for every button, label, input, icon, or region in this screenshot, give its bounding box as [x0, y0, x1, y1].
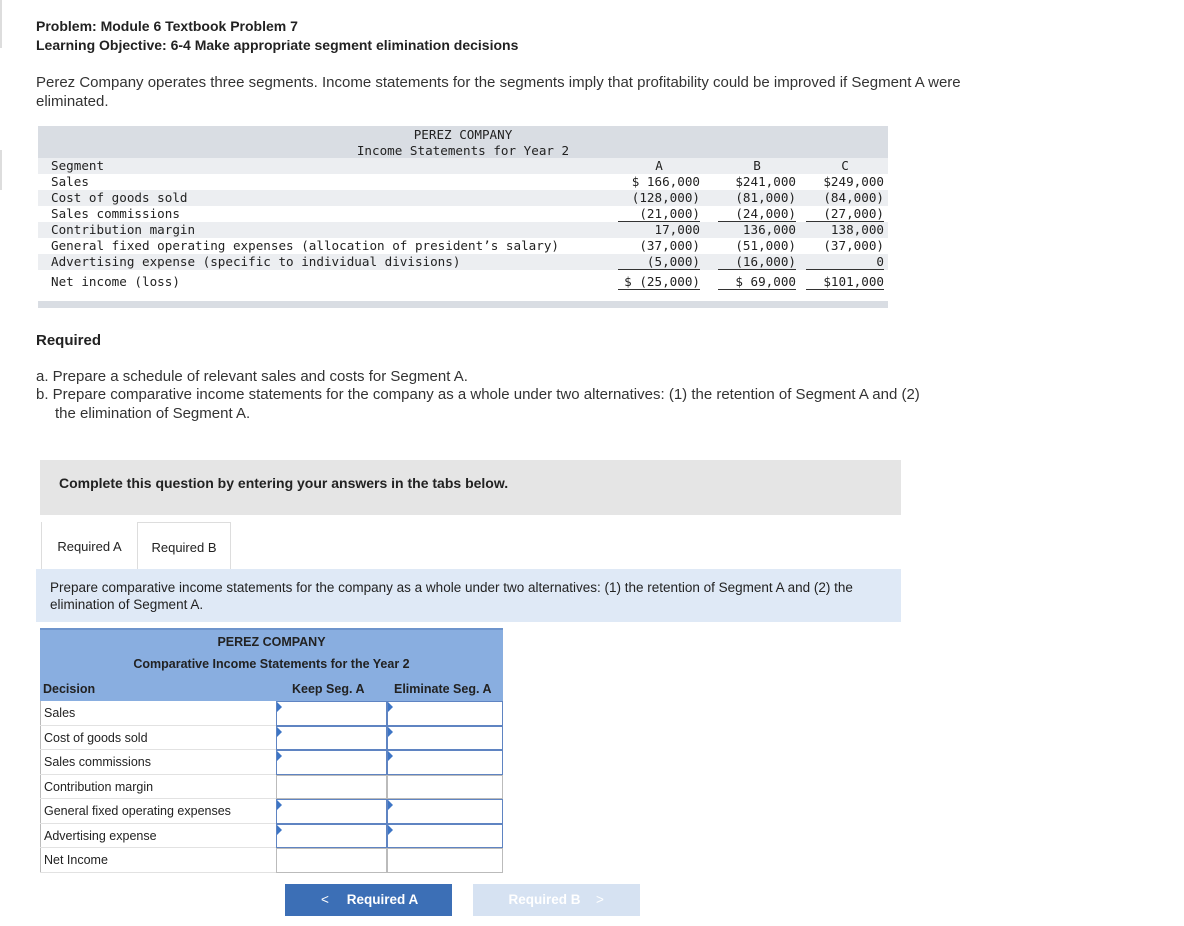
required-b-line1: b. Prepare comparative income statements for the company as a whole under two alternatives: (1) the retention of Segment A and (2)	[36, 386, 920, 403]
value-b: (81,000)	[735, 190, 796, 205]
intro-text: Perez Company operates three segments. Income statements for the segments imply that profitability could be improved if Segment A were eliminated.	[36, 74, 961, 110]
eliminate-sales-input[interactable]	[387, 701, 503, 726]
value-c: (27,000)	[806, 206, 884, 222]
prev-button-label: Required A	[346, 892, 419, 907]
row-label: Cost of goods sold	[44, 730, 148, 745]
statement-row	[38, 254, 888, 270]
keep-net-income-cell	[276, 848, 387, 873]
keep-fixed-input[interactable]	[276, 799, 387, 824]
col-header-a: A	[655, 158, 663, 173]
left-edge-bar	[0, 150, 2, 190]
complete-banner-text: Complete this question by entering your answers in the tabs below.	[59, 475, 509, 491]
learning-objective: Learning Objective: 6-4 Make appropriate segment elimination decisions	[36, 37, 519, 53]
eliminate-commissions-input[interactable]	[387, 750, 503, 775]
col-decision: Decision	[43, 682, 96, 696]
tab-required-b[interactable]	[137, 522, 231, 569]
table-row	[40, 799, 503, 824]
row-label: Segment	[51, 158, 105, 173]
statement-company: PEREZ COMPANY	[413, 127, 513, 142]
chevron-right-icon: >	[596, 892, 604, 907]
eliminate-cogs-input[interactable]	[387, 726, 503, 751]
statement-row	[38, 238, 888, 254]
value-a: (21,000)	[618, 206, 700, 222]
value-c: $249,000	[823, 174, 884, 189]
value-b: $241,000	[735, 174, 796, 189]
row-label: Contribution margin	[44, 779, 154, 794]
value-b: (51,000)	[735, 238, 796, 253]
row-label: Net Income	[44, 853, 108, 867]
required-b-text	[36, 385, 996, 423]
table-row	[40, 726, 503, 751]
value-a: (37,000)	[639, 238, 700, 253]
row-label: Cost of goods sold	[51, 190, 188, 205]
eliminate-net-income-cell	[387, 848, 503, 873]
next-button-label: Required B	[508, 892, 581, 907]
complete-banner	[40, 460, 901, 515]
prev-required-a-button[interactable]	[285, 884, 452, 916]
eliminate-fixed-input[interactable]	[387, 799, 503, 824]
row-label: Sales	[51, 174, 89, 189]
statement-title: Income Statements for Year 2	[356, 143, 570, 158]
table-row	[40, 824, 503, 849]
value-c: (37,000)	[823, 238, 884, 253]
value-a: (128,000)	[631, 190, 700, 205]
table-row	[40, 848, 503, 873]
statement-row	[38, 174, 888, 190]
statement-row	[38, 158, 888, 174]
table-row	[40, 775, 503, 800]
statement-row	[38, 222, 888, 238]
statement-row	[38, 190, 888, 206]
col-eliminate: Eliminate Seg. A	[394, 682, 492, 696]
row-label: Net income (loss)	[51, 274, 180, 289]
value-b: (16,000)	[718, 254, 796, 270]
value-b: 136,000	[742, 222, 796, 237]
value-a: $ 166,000	[631, 174, 700, 189]
col-keep: Keep Seg. A	[292, 682, 365, 696]
keep-commissions-input[interactable]	[276, 750, 387, 775]
tab-label: Required B	[151, 540, 217, 555]
value-a: 17,000	[654, 222, 700, 237]
value-a: $ (25,000)	[618, 274, 700, 290]
row-label: Advertising expense	[44, 828, 157, 843]
value-c: 138,000	[830, 222, 884, 237]
value-a: (5,000)	[618, 254, 700, 270]
table-row	[40, 701, 503, 726]
table-header-columns	[40, 676, 503, 701]
problem-header	[36, 17, 518, 55]
left-edge-bar	[0, 0, 2, 48]
table-title: Comparative Income Statements for the Year 2	[133, 657, 410, 671]
keep-sales-input[interactable]	[276, 701, 387, 726]
col-header-b: B	[753, 158, 761, 173]
row-label: Sales	[44, 706, 76, 720]
required-b-line2: the elimination of Segment A.	[55, 405, 251, 422]
row-label: General fixed operating expenses (allocation of president’s salary)	[51, 238, 559, 253]
value-b: (24,000)	[718, 206, 796, 222]
row-label: General fixed operating expenses	[44, 804, 231, 818]
chevron-left-icon: <	[321, 892, 329, 907]
table-header-title	[40, 652, 503, 676]
keep-cm-cell	[276, 775, 387, 800]
statement-row	[38, 206, 888, 222]
next-required-b-button[interactable]	[473, 884, 640, 916]
eliminate-cm-cell	[387, 775, 503, 800]
tab-label: Required A	[57, 539, 122, 554]
table-row	[40, 750, 503, 775]
value-c: (84,000)	[823, 190, 884, 205]
statement-row	[38, 274, 888, 290]
col-header-c: C	[841, 158, 849, 173]
statement-footer-band	[38, 301, 888, 308]
row-label: Advertising expense (specific to individual divisions)	[51, 254, 461, 269]
value-c: $101,000	[806, 274, 884, 290]
value-b: $ 69,000	[718, 274, 796, 290]
row-label: Sales commissions	[44, 755, 151, 769]
table-company: PEREZ COMPANY	[217, 635, 326, 649]
table-header-company	[40, 628, 503, 652]
value-c: 0	[806, 254, 884, 270]
eliminate-advertising-input[interactable]	[387, 824, 503, 849]
income-statement	[38, 126, 888, 308]
problem-title: Problem: Module 6 Textbook Problem 7	[36, 18, 298, 34]
required-a-text: a. Prepare a schedule of relevant sales and costs for Segment A.	[36, 368, 468, 385]
instruction-text: Prepare comparative income statements for the company as a whole under two alternatives: (1) the retention of Segment A and (2) the elimination of Segment A.	[36, 569, 901, 622]
keep-cogs-input[interactable]	[276, 726, 387, 751]
required-heading: Required	[36, 332, 102, 349]
keep-advertising-input[interactable]	[276, 824, 387, 849]
row-label: Sales commissions	[51, 206, 180, 221]
tab-required-a[interactable]	[41, 522, 137, 569]
row-label: Contribution margin	[51, 222, 196, 237]
